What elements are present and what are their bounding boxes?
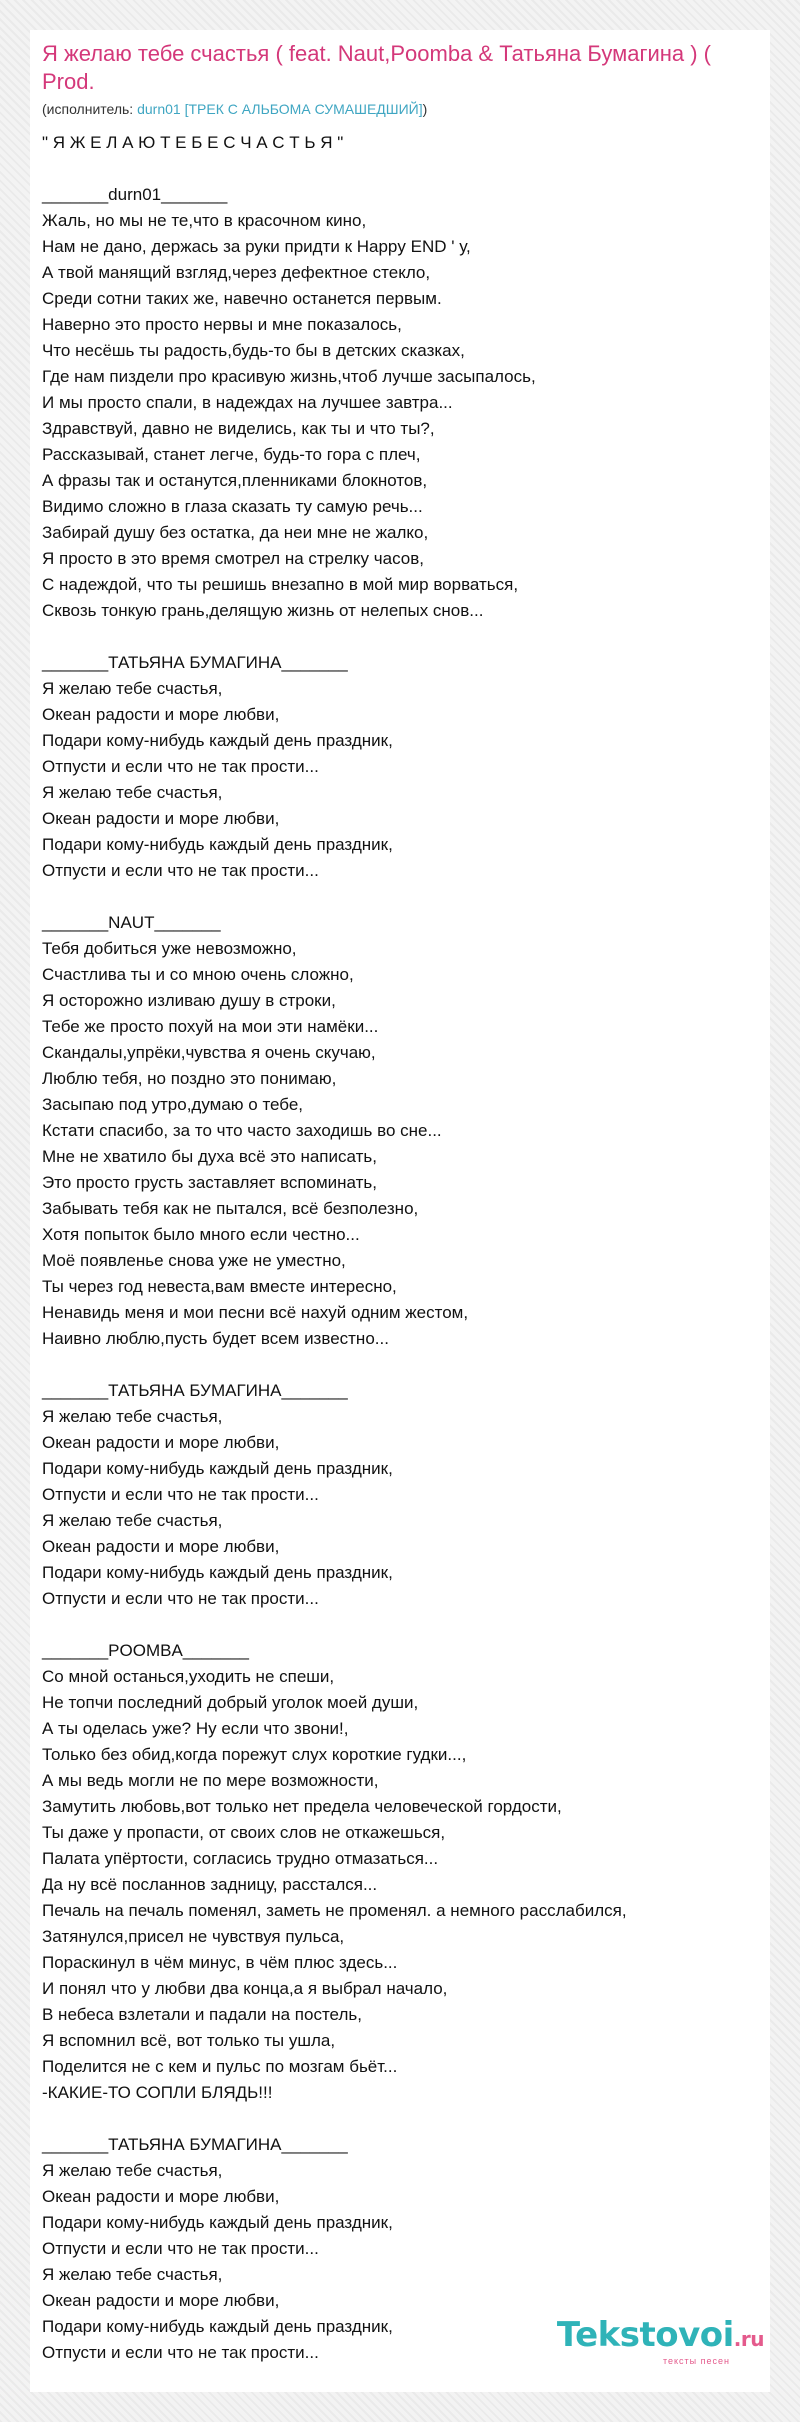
lyric-line: Я желаю тебе счастья,: [42, 679, 223, 698]
lyric-line: Ненавидь меня и мои песни всё нахуй одним жестом,: [42, 1303, 469, 1322]
lyric-line: Подари кому-нибудь каждый день праздник,: [42, 1459, 393, 1478]
lyric-line: Отпусти и если что не так прости...: [42, 757, 319, 776]
lyric-line: И мы просто спали, в надеждах на лучшее завтра...: [42, 393, 453, 412]
lyric-line: А твой манящий взгляд,через дефектное стекло,: [42, 263, 431, 282]
lyric-line: А ты оделась уже? Ну если что звони!,: [42, 1719, 349, 1738]
lyric-line: С надеждой, что ты решишь внезапно в мой мир ворваться,: [42, 575, 519, 594]
lyric-line: Наивно люблю,пусть будет всем известно...: [42, 1329, 389, 1348]
lyric-line: Океан радости и море любви,: [42, 1433, 280, 1452]
lyric-line: Печаль на печаль поменял, заметь не променял. а немного расслабился,: [42, 1901, 627, 1920]
lyric-line: Океан радости и море любви,: [42, 705, 280, 724]
lyric-line: Да ну всё посланнов задницу, расстался...: [42, 1875, 378, 1894]
artist-link[interactable]: durn01: [137, 101, 181, 117]
lyric-line: Пораскинул в чём минус, в чём плюс здесь...: [42, 1953, 398, 1972]
lyric-line: А фразы так и останутся,пленниками блокнотов,: [42, 471, 428, 490]
lyric-line: Ты даже у пропасти, от своих слов не откажешься,: [42, 1823, 446, 1842]
lyric-line: Скандалы,упрёки,чувства я очень скучаю,: [42, 1043, 376, 1062]
lyric-line: Ты через год невеста,вам вместе интересно,: [42, 1277, 397, 1296]
lyrics-verse: [42, 1638, 758, 2106]
lyric-line: _______POOMBA_______: [42, 1641, 249, 1660]
lyrics-verse: [42, 910, 758, 1352]
lyric-line: Жаль, но мы не те,что в красочном кино,: [42, 211, 367, 230]
lyric-line: Мне не хватило бы духа всё это написать,: [42, 1147, 377, 1166]
lyric-line: Отпусти и если что не так прости...: [42, 861, 319, 880]
lyric-line: Отпусти и если что не так прости...: [42, 1485, 319, 1504]
song-meta: [42, 100, 758, 118]
lyrics-verse: [42, 1378, 758, 1612]
lyric-line: Я вспомнил всё, вот только ты ушла,: [42, 2031, 336, 2050]
album-link[interactable]: [ТРЕК С АЛЬБОМА СУМАШЕДШИЙ]: [184, 101, 423, 117]
lyric-line: _______ТАТЬЯНА БУМАГИНА_______: [42, 1381, 348, 1400]
meta-suffix: ): [422, 101, 428, 117]
lyric-line: Затянулся,присел не чувствуя пульса,: [42, 1927, 345, 1946]
site-logo[interactable]: [556, 2315, 764, 2366]
lyric-line: Засыпаю под утро,думаю о тебе,: [42, 1095, 304, 1114]
lyric-line: Я желаю тебе счастья,: [42, 2265, 223, 2284]
lyric-line: Тебя добиться уже невозможно,: [42, 939, 297, 958]
logo-tld: .ru: [733, 2327, 764, 2351]
lyric-line: _______ТАТЬЯНА БУМАГИНА_______: [42, 2135, 348, 2154]
lyric-line: Забирай душу без остатка, да неи мне не жалко,: [42, 523, 429, 542]
lyric-line: Я желаю тебе счастья,: [42, 2161, 223, 2180]
lyric-line: -КАКИЕ-ТО СОПЛИ БЛЯДЬ!!!: [42, 2083, 273, 2102]
lyric-line: _______durn01_______: [42, 185, 228, 204]
lyric-line: Я желаю тебе счастья,: [42, 783, 223, 802]
lyric-line: Счастлива ты и со мною очень сложно,: [42, 965, 354, 984]
content-card: [30, 30, 770, 2392]
lyric-line: Отпусти и если что не так прости...: [42, 2343, 319, 2362]
meta-prefix: (исполнитель:: [42, 101, 138, 117]
lyric-line: Наверно это просто нервы и мне показалось,: [42, 315, 402, 334]
lyric-line: Среди сотни таких же, навечно останется первым.: [42, 289, 442, 308]
lyric-line: Нам не дано, держась за руки придти к Happy END ' у,: [42, 237, 471, 256]
lyric-line: _______NAUT_______: [42, 913, 221, 932]
lyric-line: Со мной останься,уходить не спеши,: [42, 1667, 335, 1686]
lyric-line: Поделится не с кем и пульс по мозгам бьёт...: [42, 2057, 398, 2076]
lyric-line: Подари кому-нибудь каждый день праздник,: [42, 731, 393, 750]
lyric-line: Не топчи последний добрый уголок моей души,: [42, 1693, 419, 1712]
lyrics-verse: [42, 130, 758, 156]
lyric-line: Только без обид,когда порежут слух короткие гудки...,: [42, 1745, 467, 1764]
lyric-line: Океан радости и море любви,: [42, 2187, 280, 2206]
lyric-line: Палата упёртости, согласись трудно отмазаться...: [42, 1849, 439, 1868]
lyric-line: Я просто в это время смотрел на стрелку часов,: [42, 549, 424, 568]
lyric-line: Подари кому-нибудь каждый день праздник,: [42, 2317, 393, 2336]
lyric-line: И понял что у любви два конца,а я выбрал начало,: [42, 1979, 448, 1998]
lyric-line: Рассказывай, станет легче, будь-то гора с плеч,: [42, 445, 421, 464]
lyrics-body: [30, 118, 770, 2366]
logo-name: Tekstovoi: [556, 2315, 734, 2355]
lyric-line: Я желаю тебе счастья,: [42, 1407, 223, 1426]
lyric-line: Подари кому-нибудь каждый день праздник,: [42, 1563, 393, 1582]
lyric-line: Моё появленье снова уже не уместно,: [42, 1251, 346, 1270]
lyric-line: Океан радости и море любви,: [42, 1537, 280, 1556]
lyric-line: Люблю тебя, но поздно это понимаю,: [42, 1069, 337, 1088]
lyric-line: Замутить любовь,вот только нет предела человеческой гордости,: [42, 1797, 562, 1816]
lyric-line: Я осторожно изливаю душу в строки,: [42, 991, 336, 1010]
lyric-line: Это просто грусть заставляет вспоминать,: [42, 1173, 378, 1192]
lyric-line: Подари кому-нибудь каждый день праздник,: [42, 2213, 393, 2232]
lyric-line: Хотя попыток было много если честно...: [42, 1225, 360, 1244]
header: [30, 30, 770, 118]
logo-wordmark: [556, 2315, 764, 2356]
lyric-line: Я желаю тебе счастья,: [42, 1511, 223, 1530]
lyric-line: Подари кому-нибудь каждый день праздник,: [42, 835, 393, 854]
lyric-line: _______ТАТЬЯНА БУМАГИНА_______: [42, 653, 348, 672]
lyric-line: Где нам пиздели про красивую жизнь,чтоб лучше засыпалось,: [42, 367, 536, 386]
lyric-line: Океан радости и море любви,: [42, 2291, 280, 2310]
logo-tagline: тексты песен: [662, 2356, 730, 2366]
lyric-line: Океан радости и море любви,: [42, 809, 280, 828]
lyrics-verse: [42, 650, 758, 884]
lyric-line: " Я Ж Е Л А Ю Т Е Б Е С Ч А С Т Ь Я ": [42, 133, 344, 152]
song-title: Я желаю тебе счастья ( feat. Naut,Poomba & Татьяна Бумагина ) ( Prod.: [42, 41, 712, 94]
lyric-line: Отпусти и если что не так прости...: [42, 2239, 319, 2258]
lyric-line: Видимо сложно в глаза сказать ту самую речь...: [42, 497, 423, 516]
lyric-line: Тебе же просто похуй на мои эти намёки...: [42, 1017, 379, 1036]
lyric-line: А мы ведь могли не по мере возможности,: [42, 1771, 379, 1790]
lyric-line: Забывать тебя как не пытался, всё безполезно,: [42, 1199, 419, 1218]
lyric-line: В небеса взлетали и падали на постель,: [42, 2005, 362, 2024]
lyric-line: Отпусти и если что не так прости...: [42, 1589, 319, 1608]
lyric-line: Что несёшь ты радость,будь-то бы в детских сказках,: [42, 341, 465, 360]
lyric-line: Здравствуй, давно не виделись, как ты и что ты?,: [42, 419, 435, 438]
lyric-line: Кстати спасибо, за то что часто заходишь во сне...: [42, 1121, 442, 1140]
lyrics-verse: [42, 182, 758, 624]
lyric-line: Сквозь тонкую грань,делящую жизнь от нелепых снов...: [42, 601, 484, 620]
